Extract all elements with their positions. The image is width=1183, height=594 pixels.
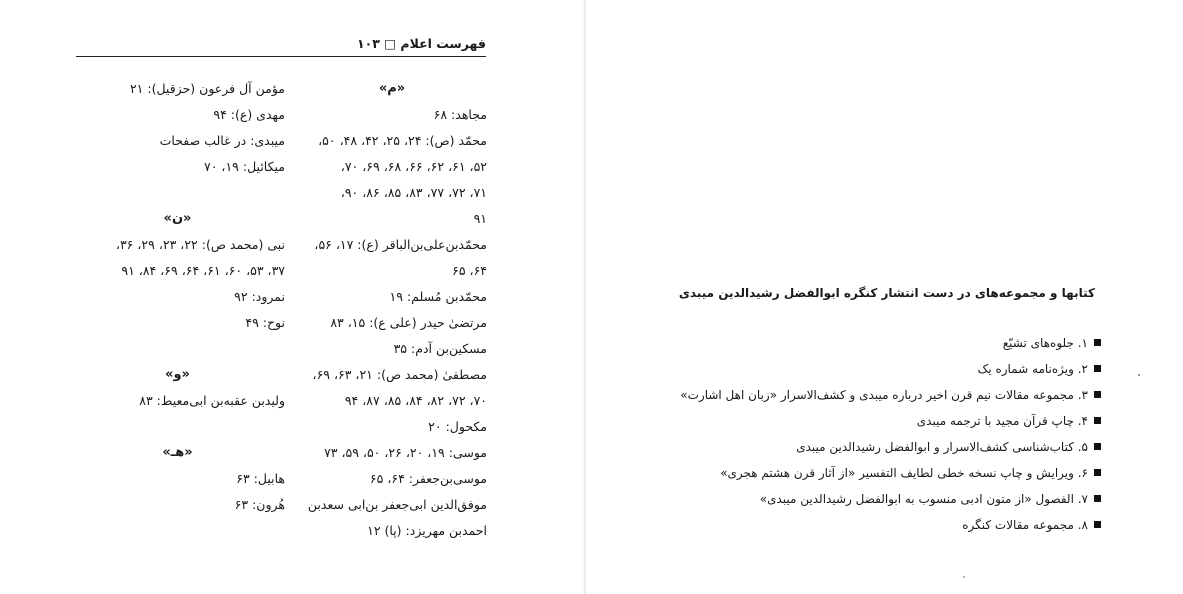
- index-entry-line: موسی: ۱۹، ۲۰، ۲۶، ۵۰، ۵۹، ۷۳: [324, 445, 487, 460]
- index-column-left: [70, 76, 285, 518]
- index-letter-heading: «و»: [165, 367, 190, 382]
- index-entry-line: موسی‌بن‌جعفر: ۶۴، ۶۵: [369, 471, 487, 486]
- stray-mark: [963, 576, 965, 578]
- publication-item: [661, 514, 1101, 536]
- square-bullet-icon: [1094, 495, 1101, 502]
- index-entry-line: مرتضیٰ حیدر (علی ع): ۱۵، ۸۳: [330, 315, 487, 330]
- index-entry-line: مهدی (ع): ۹۴: [213, 107, 285, 122]
- index-letter-heading: «ن»: [163, 211, 192, 226]
- left-page: [0, 0, 586, 594]
- index-letter-heading: «م»: [378, 81, 406, 96]
- publication-item: [661, 462, 1101, 484]
- publication-item: [661, 436, 1101, 458]
- index-entry-line: ۷۱، ۷۲، ۷۷، ۸۳، ۸۵، ۸۶، ۹۰،: [340, 185, 487, 200]
- square-bullet-icon: [1094, 391, 1101, 398]
- index-entry-line: ۵۲، ۶۱، ۶۲، ۶۶، ۶۸، ۶۹، ۷۰،: [340, 159, 487, 174]
- publication-item-text: ۲. ویژه‌نامه شماره یک: [977, 362, 1088, 376]
- publication-item-text: ۳. مجموعه مقالات نیم قرن اخیر درباره میبدی و کشف‌الاسرار «زبان اهل اشارت»: [680, 388, 1088, 402]
- stray-mark: [1138, 374, 1140, 376]
- index-entry-line: مجاهد: ۶۸: [433, 107, 487, 122]
- publication-item-text: ۱. جلوه‌های تشیّع: [1002, 336, 1088, 350]
- publication-item-text: ۵. کتاب‌شناسی کشف‌الاسرار و ابوالفضل رشیدالدین میبدی: [796, 440, 1088, 454]
- index-entry-line: مکحول: ۲۰: [428, 419, 487, 434]
- publication-item: [661, 410, 1101, 432]
- index-entry-line: نوح: ۴۹: [245, 315, 285, 330]
- index-entry-line: نبی (محمد ص): ۲۲، ۲۳، ۲۹، ۳۶،: [115, 237, 285, 252]
- spacer: [70, 414, 285, 440]
- square-bullet-icon: [1094, 469, 1101, 476]
- publication-item-text: ۴. چاپ قرآن مجید با ترجمه میبدی: [916, 414, 1088, 428]
- right-page: [586, 0, 1183, 594]
- publication-item-text: ۷. الفصول «از متون ادبی منسوب به ابوالفضل رشیدالدین میبدی»: [759, 492, 1088, 506]
- spacer: [70, 336, 285, 362]
- publication-item: [661, 358, 1101, 380]
- index-entry-line: محمّدبن مُسلم: ۱۹: [389, 289, 487, 304]
- index-entry-line: نمرود: ۹۲: [234, 289, 285, 304]
- index-entry-line: هُرون: ۶۳: [234, 497, 285, 512]
- square-bullet-icon: [1094, 521, 1101, 528]
- index-column-right: [297, 76, 487, 544]
- square-bullet-icon: [1094, 339, 1101, 346]
- index-entry-line: محمّدبن‌علی‌بن‌الباقر (ع): ۱۷، ۵۶،: [314, 237, 487, 252]
- index-entry-line: ۳۷، ۵۳، ۶۰، ۶۱، ۶۴، ۶۹، ۸۴، ۹۱: [121, 263, 285, 278]
- publications-list: [661, 332, 1101, 540]
- square-bullet-icon: [1094, 443, 1101, 450]
- publication-item-text: ۸. مجموعه مقالات کنگره: [962, 518, 1088, 532]
- index-entry-line: میبدی: در غالب صفحات: [159, 133, 285, 148]
- index-letter-heading: «هـ»: [162, 445, 193, 460]
- index-entry-line: ۹۱: [473, 211, 487, 226]
- index-entry-line: هابیل: ۶۳: [236, 471, 285, 486]
- page-header: [76, 34, 486, 57]
- index-entry-line: ۶۴، ۶۵: [452, 263, 487, 278]
- index-entry-line: احمدبن مهریزد: (پا) ۱۲: [367, 523, 487, 538]
- header-title: فهرست اعلام □ ۱۰۳: [357, 36, 486, 51]
- index-entry-line: مؤمن آل فرعون (حزقیل): ۲۱: [129, 81, 285, 96]
- square-bullet-icon: [1094, 365, 1101, 372]
- publication-item: [661, 384, 1101, 406]
- spacer: [70, 180, 285, 206]
- publication-item: [661, 488, 1101, 510]
- index-entry-line: موفق‌الدین ابی‌جعفر بن‌ابی سعدبن: [307, 497, 487, 512]
- index-entry-line: میکائیل: ۱۹، ۷۰: [204, 159, 285, 174]
- index-entry-line: مسکین‌بن آدم: ۳۵: [393, 341, 487, 356]
- index-entry-line: ولیدبن عقبه‌بن ابی‌معیط: ۸۳: [139, 393, 285, 408]
- index-entry-line: محمّد (ص): ۲۴، ۲۵، ۴۲، ۴۸، ۵۰،: [318, 133, 487, 148]
- index-entry-line: مصطفیٰ (محمد ص): ۲۱، ۶۳، ۶۹،: [312, 367, 487, 382]
- publication-item-text: ۶. ویرایش و چاپ نسخه خطی لطایف التفسیر «از آثار قرن هشتم هجری»: [720, 466, 1088, 480]
- square-bullet-icon: [1094, 417, 1101, 424]
- publication-item: [661, 332, 1101, 354]
- publications-title: کتابها و مجموعه‌های در دست انتشار کنگره ابوالفضل رشیدالدین میبدی: [678, 286, 1095, 300]
- index-entry-line: ۷۰، ۷۲، ۸۲، ۸۴، ۸۵، ۸۷، ۹۴: [344, 393, 487, 408]
